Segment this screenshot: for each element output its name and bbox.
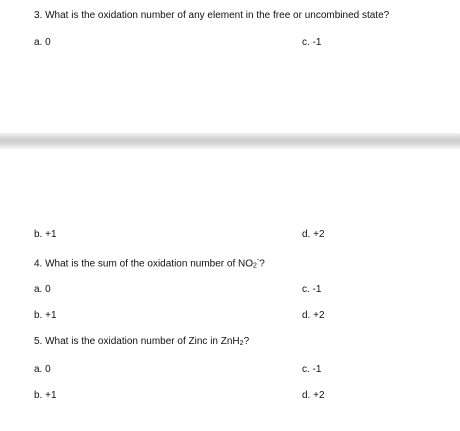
question-3-option-b: b. +1 — [34, 229, 57, 240]
question-4-subscript: 2 — [253, 262, 257, 270]
question-4-question-mark: ? — [259, 258, 265, 270]
question-5-subscript: 2 — [239, 340, 244, 347]
question-4-text — [34, 255, 265, 272]
question-4-option-d: d. +2 — [302, 310, 325, 321]
question-4-option-b: b. +1 — [34, 310, 57, 321]
question-4-superscript: - — [256, 257, 260, 264]
question-4-option-c: c. -1 — [302, 284, 322, 295]
question-5-option-d: d. +2 — [302, 390, 325, 401]
question-3-option-a: a. 0 — [34, 37, 51, 48]
question-3-option-c: c. -1 — [302, 37, 322, 48]
question-5-text — [34, 336, 249, 350]
question-5-option-a: a. 0 — [34, 364, 51, 375]
question-4-option-a: a. 0 — [34, 284, 51, 295]
question-4-text-main: 4. What is the sum of the oxidation number of NO — [34, 258, 253, 270]
question-5-option-c: c. -1 — [302, 364, 322, 375]
question-3-option-d: d. +2 — [302, 229, 325, 240]
page-break-divider — [0, 133, 460, 149]
question-3-text: 3. What is the oxidation number of any element in the free or uncombined state? — [34, 10, 390, 21]
question-5-question-mark: ? — [243, 336, 250, 347]
question-5-text-main: 5. What is the oxidation number of Zinc in ZnH — [34, 336, 240, 347]
question-5-option-b: b. +1 — [34, 390, 57, 401]
